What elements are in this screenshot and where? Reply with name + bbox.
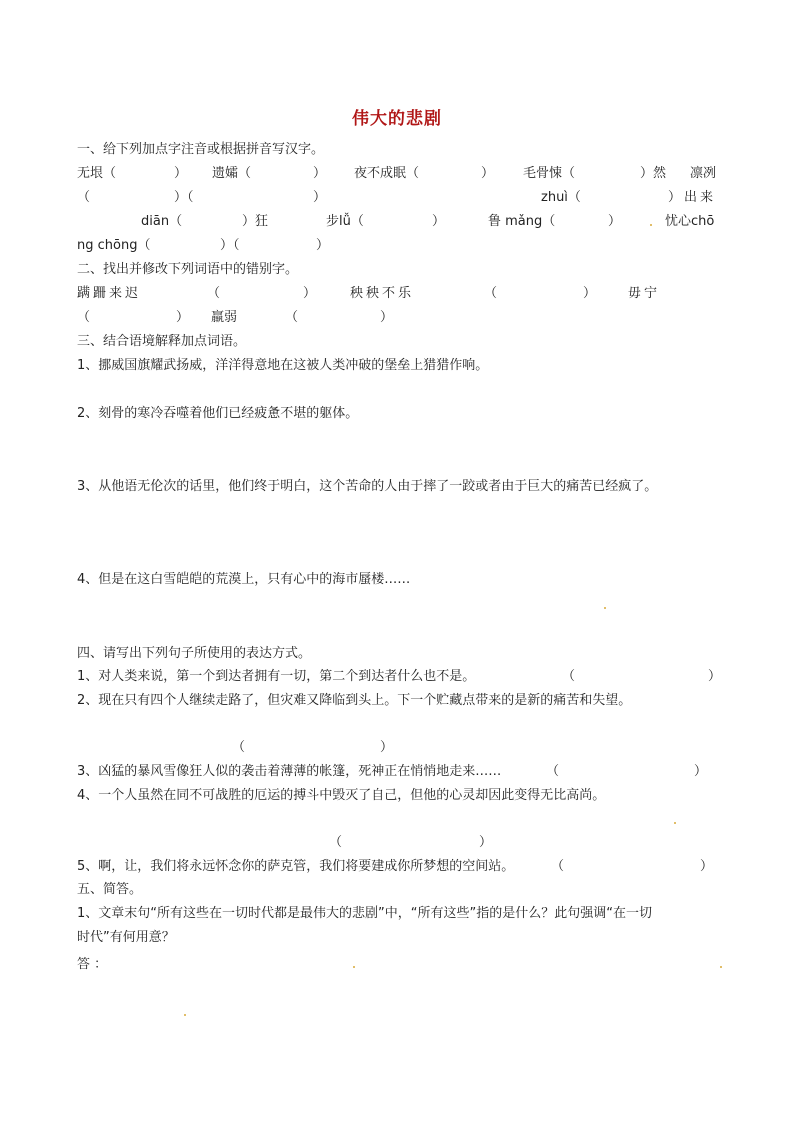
s4-q3-rparen: ）	[694, 764, 708, 779]
s3-question-4: 4、但是在这白雪皑皑的荒漠上，只有心中的海市蜃楼……	[77, 572, 411, 587]
s1-r1-f: ）	[481, 166, 495, 181]
s1-r3-g: 忧心chō	[665, 214, 715, 229]
s5-question-1a: 1、文章末句“所有这些在一切时代都是最伟大的悲剧”中，“所有这些”指的是什么？此句强调“在一切	[77, 906, 652, 921]
s3-question-1: 1、挪威国旗耀武扬威，洋洋得意地在这被人类冲破的堡垒上猎猎作响。	[77, 358, 489, 373]
s3-question-3: 3、从他语无伦次的话里，他们终于明白，这个苦命的人由于摔了一跤或者由于巨大的痛苦已经疯了。	[77, 479, 658, 494]
s1-r1-h: ）然	[640, 166, 667, 181]
s1-r2-d: zhuì（	[541, 190, 581, 205]
s4-question-1: 1、对人类来说，第一个到达者拥有一切，第二个到达者什么也不是。	[77, 669, 476, 684]
s1-r1-a: 无垠（	[77, 166, 117, 181]
s1-r3-f: ）	[608, 214, 622, 229]
section-1-heading: 一、给下列加点字注音或根据拼音写汉字。	[77, 142, 325, 157]
s4-question-5: 5、啊，让，我们将永远怀念你的萨克管，我们将要建成你所梦想的空间站。	[77, 859, 515, 874]
s2-r1-e: （	[484, 286, 498, 301]
s4-q5-lparen: （	[551, 859, 565, 874]
s1-r2-a: （	[77, 190, 91, 205]
s3-question-2: 2、刻骨的寒冷吞噬着他们已经疲惫不堪的躯体。	[77, 406, 359, 421]
s4-q4-rparen: ）	[479, 835, 493, 850]
section-5-heading: 五、简答。	[77, 882, 143, 897]
s1-r2-e: ）出来	[668, 190, 717, 205]
s1-r3-d: ）	[432, 214, 446, 229]
s1-r3-a: diān（	[141, 214, 183, 229]
s4-q1-rparen: ）	[708, 669, 722, 684]
speck	[674, 822, 676, 824]
s4-q2-lparen: （	[232, 740, 246, 755]
page-title: 伟大的悲剧	[352, 109, 442, 129]
s1-r4-c: ）	[316, 238, 330, 253]
s4-question-2: 2、现在只有四个人继续走路了，但灾难又降临到头上。下一个贮藏点带来的是新的痛苦和失望。	[77, 693, 632, 708]
s1-r3-e: 鲁 mǎng（	[488, 214, 556, 229]
s2-r1-c: ）	[303, 286, 317, 301]
s1-r2-b: ）（	[174, 190, 194, 205]
section-4-heading: 四、请写出下列句子所使用的表达方式。	[77, 646, 312, 661]
speck	[184, 1014, 186, 1016]
s1-r1-e: 夜不成眠（	[354, 166, 420, 181]
section-2-heading: 二、找出并修改下列词语中的错别字。	[77, 262, 299, 277]
s1-r1-c: 遗孀（	[212, 166, 252, 181]
speck	[720, 966, 722, 968]
speck	[650, 224, 652, 226]
s1-r3-b: ）狂	[242, 214, 269, 229]
s4-q4-lparen: （	[329, 835, 343, 850]
s1-r3-c: 步lǚ（	[326, 214, 364, 229]
s4-q5-rparen: ）	[700, 859, 714, 874]
s2-r2-e: ）	[380, 310, 394, 325]
s2-r2-c: 羸弱	[211, 310, 238, 325]
s5-question-1b: 时代”有何用意？	[77, 930, 175, 945]
s4-q3-lparen: （	[546, 764, 560, 779]
s4-question-3: 3、凶猛的暴风雪像狂人似的袭击着薄薄的帐篷，死神正在悄悄地走来……	[77, 764, 502, 779]
s2-r1-b: （	[207, 286, 221, 301]
section-3-heading: 三、结合语境解释加点词语。	[77, 334, 247, 349]
speck	[353, 966, 355, 968]
s1-r1-i: 凛冽	[690, 166, 717, 181]
s1-r1-g: 毛骨悚（	[523, 166, 576, 181]
s2-r1-d: 秧秧不乐	[350, 286, 415, 301]
speck	[604, 607, 606, 609]
s1-r2-c: ）	[313, 190, 327, 205]
s1-r4-b: ）（	[220, 238, 240, 253]
s2-r1-f: ）	[583, 286, 597, 301]
s4-question-4: 4、一个人虽然在同不可战胜的厄运的搏斗中毁灭了自己，但他的心灵却因此变得无比高尚。	[77, 788, 606, 803]
s1-r4-a: ng chōng（	[77, 238, 151, 253]
s2-r1-a: 蹒跚来迟	[77, 286, 142, 301]
s2-r2-a: （	[77, 310, 91, 325]
s1-r1-b: ）	[174, 166, 188, 181]
s2-r2-d: （	[285, 310, 299, 325]
s2-r2-b: ）	[176, 310, 190, 325]
s2-r1-g: 毋宁	[628, 286, 661, 301]
s4-q1-lparen: （	[562, 669, 576, 684]
s5-answer-label: 答 ：	[77, 957, 108, 972]
s1-r1-d: ）	[313, 166, 327, 181]
s4-q2-rparen: ）	[380, 740, 394, 755]
